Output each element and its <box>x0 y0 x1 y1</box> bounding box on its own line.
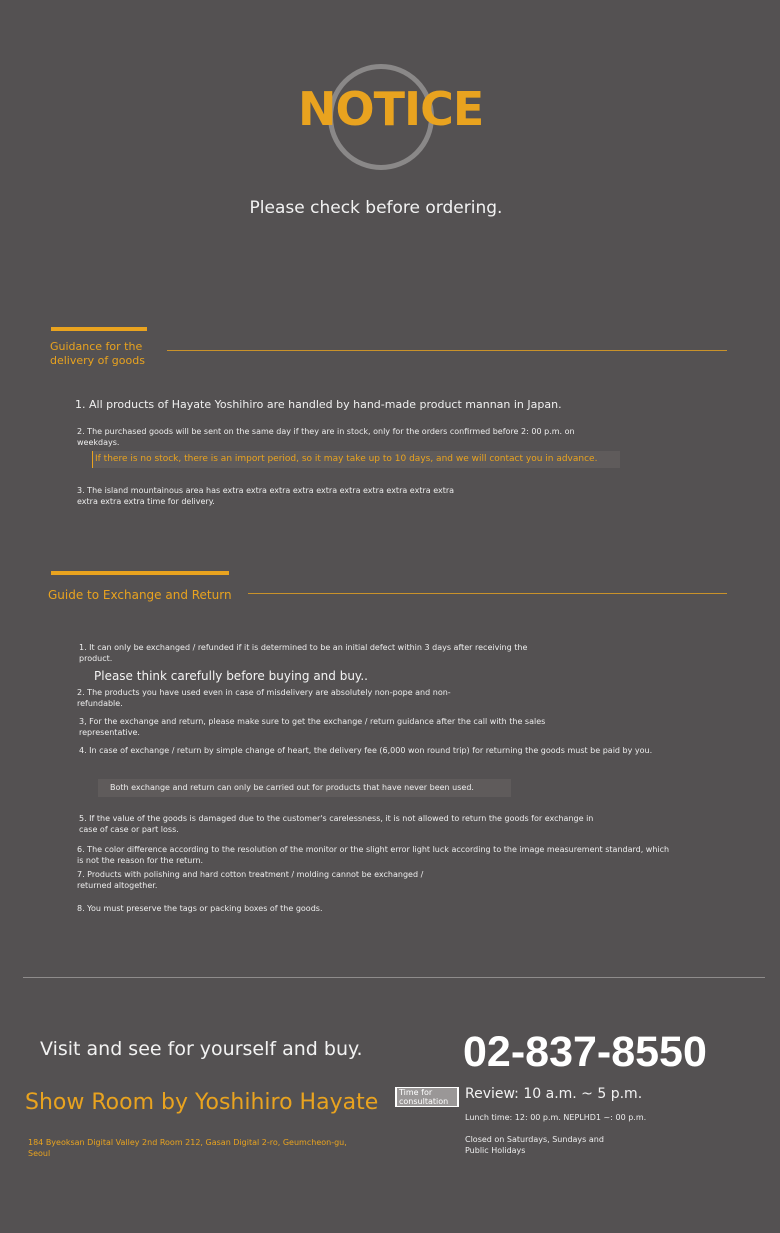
exchange-item-1: 1. It can only be exchanged / refunded if it is determined to be an initial defect within 3 days after receiving the product. <box>79 643 528 663</box>
delivery-title-line2: delivery of goods <box>50 354 145 367</box>
exchange-item-7: 7. Products with polishing and hard cotton treatment / molding cannot be exchanged / returned altogether. <box>77 870 424 890</box>
exchange-item-6: 6. The color difference according to the resolution of the monitor or the slight error light luck according to the image measurement standard, which is not the reason for the return. <box>77 845 670 865</box>
consultation-time-badge <box>395 1087 459 1107</box>
exchange-section-title: Guide to Exchange and Return <box>48 588 232 602</box>
delivery-item-2: 2. The purchased goods will be sent on the same day if they are in stock, only for the orders confirmed before 2: 00 p.m. on weekdays. <box>77 427 575 447</box>
exchange-item-4-note: Both exchange and return can only be carried out for products that have never been used. <box>98 779 511 797</box>
section-divider-line <box>167 350 727 351</box>
phone-number: 02-837-8550 <box>463 1028 707 1076</box>
section-divider-line <box>248 593 727 594</box>
delivery-item-1: 1. All products of Hayate Yoshihiro are handled by hand-made product mannan in Japan. <box>75 398 562 411</box>
lunch-hours: Lunch time: 12: 00 p.m. NEPLHD1 ~: 00 p.m. <box>465 1113 647 1122</box>
closed-days: Closed on Saturdays, Sundays and Public Holidays <box>465 1135 604 1155</box>
delivery-title-line1: Guidance for the <box>50 340 143 353</box>
showroom-address: 184 Byeoksan Digital Valley 2nd Room 212, Gasan Digital 2-ro, Geumcheon-gu, Seoul <box>28 1138 347 1158</box>
page-subtitle: Please check before ordering. <box>249 198 503 218</box>
exchange-think-note: Please think carefully before buying and buy.. <box>94 669 368 683</box>
showroom-name: Show Room by Yoshihiro Hayate <box>25 1090 379 1115</box>
review-hours: Review: 10 a.m. ~ 5 p.m. <box>465 1086 643 1102</box>
logo-text: NOTICE <box>298 82 484 136</box>
visit-heading: Visit and see for yourself and buy. <box>40 1038 363 1060</box>
footer-divider <box>23 977 765 978</box>
exchange-item-5: 5. If the value of the goods is damaged due to the customer's carelessness, it is not allowed to return the goods for exchange in case of case or part loss. <box>79 814 594 834</box>
delivery-item-2-note: If there is no stock, there is an import period, so it may take up to 10 days, and we will contact you in advance. <box>92 451 620 468</box>
section-accent-bar <box>51 571 229 575</box>
section-accent-bar <box>51 327 147 331</box>
delivery-item-3: 3. The island mountainous area has extra extra extra extra extra extra extra extra extra extra extra extra extra time for delivery. <box>77 486 455 506</box>
consultation-time-label: Time for consultation <box>397 1088 457 1106</box>
exchange-item-8: 8. You must preserve the tags or packing boxes of the goods. <box>77 904 323 913</box>
notice-logo <box>298 62 484 172</box>
exchange-item-3: 3, For the exchange and return, please make sure to get the exchange / return guidance after the call with the sales representative. <box>79 717 546 737</box>
delivery-section-title <box>50 340 160 368</box>
exchange-item-2: 2. The products you have used even in case of misdelivery are absolutely non-pope and non-refundable. <box>77 688 451 708</box>
exchange-item-4: 4. In case of exchange / return by simple change of heart, the delivery fee (6,000 won round trip) for returning the goods must be paid by you. <box>79 746 653 755</box>
